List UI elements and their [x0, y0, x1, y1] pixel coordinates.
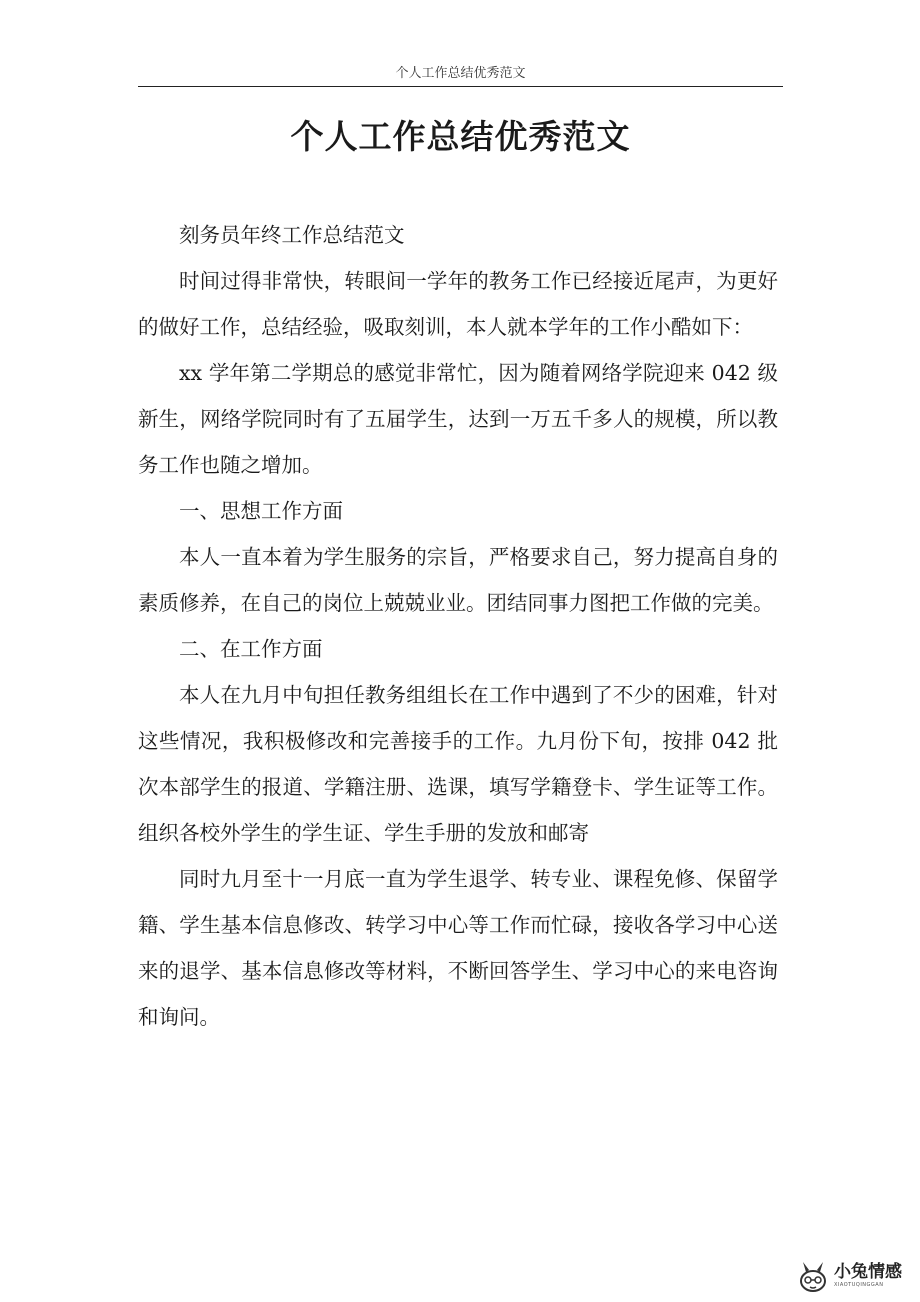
- watermark-name: 小兔情感: [834, 1262, 902, 1282]
- paragraph: xx 学年第二学期总的感觉非常忙，因为随着网络学院迎来 042 级新生，网络学院同时有了五届学生，达到一万五千多人的规模，所以教务工作也随之增加。: [138, 361, 778, 477]
- paragraph: 时间过得非常快，转眼间一学年的教务工作已经接近尾声，为更好的做好工作，总结经验，吸取刻训，本人就本学年的工作小酷如下：: [138, 269, 778, 339]
- paragraph: 本人一直本着为学生服务的宗旨，严格要求自己，努力提高自身的素质修养，在自己的岗位上兢兢业业。团结同事力图把工作做的完美。: [138, 545, 778, 615]
- paragraph-subtitle: 刻务员年终工作总结范文: [179, 223, 405, 247]
- watermark-text: [834, 1264, 902, 1288]
- document-title: 个人工作总结优秀范文: [290, 117, 631, 156]
- running-header: [138, 64, 783, 87]
- rabbit-logo-icon: [796, 1259, 830, 1293]
- section-heading: 二、在工作方面: [179, 637, 323, 661]
- watermark-subtitle: XIAOTUQINGGAN: [834, 1282, 884, 1288]
- document-body: [138, 212, 778, 1040]
- paragraph: 同时九月至十一月底一直为学生退学、转专业、课程免修、保留学籍、学生基本信息修改、转学习中心等工作而忙碌，接收各学习中心送来的退学、基本信息修改等材料，不断回答学生、学习中心的来电咨询和询问。: [138, 867, 778, 1029]
- paragraph: 本人在九月中旬担任教务组组长在工作中遇到了不少的困难，针对这些情况，我积极修改和完善接手的工作。九月份下旬，按排 042 批次本部学生的报道、学籍注册、选课，填写学籍登卡、学生证等工作。组织各校外学生的学生证、学生手册的发放和邮寄: [138, 683, 778, 845]
- section-heading: 一、思想工作方面: [179, 499, 343, 523]
- watermark: [796, 1256, 908, 1296]
- running-header-title: 个人工作总结优秀范文: [395, 66, 526, 81]
